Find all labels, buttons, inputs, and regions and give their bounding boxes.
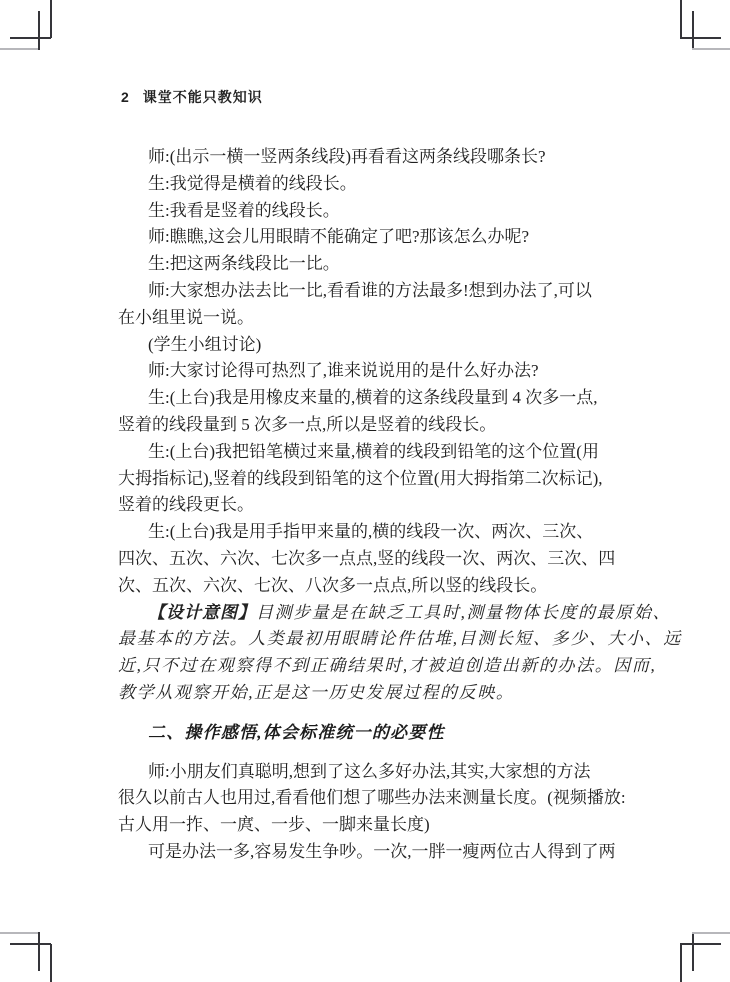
crop-mark-top-left [10,37,51,39]
line-text: 竖着的线段量到 5 次多一点,所以是竖着的线段长。 [118,414,497,434]
text-line [118,546,614,573]
line-text: 师:小朋友们真聪明,想到了这么多好办法,其实,大家想的方法 [148,761,591,781]
line-text: 教学从观察开始,正是这一历史发展过程的反映。 [118,682,515,702]
text-line [118,358,614,385]
text-line [118,224,614,251]
crop-mark-bottom-right [692,932,730,934]
text-line [118,680,614,707]
crop-mark-top-right [680,0,682,38]
text-line [118,439,614,466]
line-text: 生:把这两条线段比一比。 [148,254,340,274]
crop-mark-bottom-left [38,932,40,971]
line-text: 次、五次、六次、七次、八次多一点点,所以竖的线段长。 [118,575,548,595]
line-text: 在小组里说一说。 [118,307,254,327]
crop-mark-top-left [0,48,38,50]
text-line [118,466,614,493]
line-text: 很久以前古人也用过,看看他们想了哪些办法来测量长度。(视频播放: [118,788,626,808]
crop-mark-top-right [692,11,694,50]
text-line [118,519,614,546]
text-line [118,144,614,171]
crop-mark-bottom-left [50,944,52,982]
text-line [118,171,614,198]
text-line [118,278,614,305]
line-text: 师:大家讨论得可热烈了,谁来说说用的是什么好办法? [148,361,539,381]
crop-mark-bottom-left [10,943,51,945]
text-line [118,573,614,600]
line-text: 生:(上台)我是用手指甲来量的,横的线段一次、两次、三次、 [148,522,594,542]
line-text: 最基本的方法。人类最初用眼睛论件估堆,目测长短、多少、大小、远 [118,629,682,649]
running-header [121,87,263,107]
running-title: 课堂不能只教知识 [142,89,263,105]
line-text: 二、操作感悟,体会标准统一的必要性 [148,722,445,742]
text-line [118,332,614,359]
text-line [118,759,614,786]
text-line [118,812,614,839]
line-text: 师:大家想办法去比一比,看看谁的方法最多!想到办法了,可以 [148,280,592,300]
page-number: 2 [121,89,130,105]
text-line [118,839,614,866]
crop-mark-bottom-right [680,943,721,945]
line-text: 生:我觉得是横着的线段长。 [148,173,357,193]
text-line [118,385,614,412]
text-line [118,251,614,278]
line-text: 师:瞧瞧,这会儿用眼睛不能确定了吧?那该怎么办呢? [148,227,530,247]
crop-mark-top-left [38,11,40,50]
line-text: 竖着的线段更长。 [118,495,254,515]
text-line [118,653,657,680]
crop-mark-bottom-right [692,932,694,971]
line-text: 大拇指标记),竖着的线段到铅笔的这个位置(用大拇指第二次标记), [118,468,603,488]
section-heading [118,720,614,747]
text-line [118,305,614,332]
line-text: 目测步量是在缺乏工具时,测量物体长度的最原始、 [256,602,672,622]
line-text: 近,只不过在观察得不到正确结果时,才被迫创造出新的办法。因而, [118,656,657,676]
crop-mark-top-right [692,48,730,50]
text-line [118,412,614,439]
line-text: 古人用一拃、一庹、一步、一脚来量长度) [118,815,430,835]
line-text: 可是办法一多,容易发生争吵。一次,一胖一瘦两位古人得到了两 [148,841,616,861]
crop-mark-top-left [50,0,52,38]
crop-mark-bottom-left [0,932,38,934]
line-text: (学生小组讨论) [148,334,262,354]
text-line [118,600,672,627]
line-text: 生:我看是竖着的线段长。 [148,200,340,220]
line-text: 生:(上台)我把铅笔横过来量,横着的线段到铅笔的这个位置(用 [148,441,599,461]
crop-mark-top-right [680,37,721,39]
crop-mark-bottom-right [680,944,682,982]
line-text: 四次、五次、六次、七次多一点点,竖的线段一次、两次、三次、四 [118,548,616,568]
line-text: 生:(上台)我是用橡皮来量的,横着的这条线段量到 4 次多一点, [148,388,598,408]
text-line [118,198,614,225]
text-body [118,144,682,866]
text-line [118,626,682,653]
design-intent-label: 【设计意图】 [148,602,256,622]
text-line [118,492,614,519]
line-text: 师:(出示一横一竖两条线段)再看看这两条线段哪条长? [148,147,546,166]
text-line [118,785,626,812]
